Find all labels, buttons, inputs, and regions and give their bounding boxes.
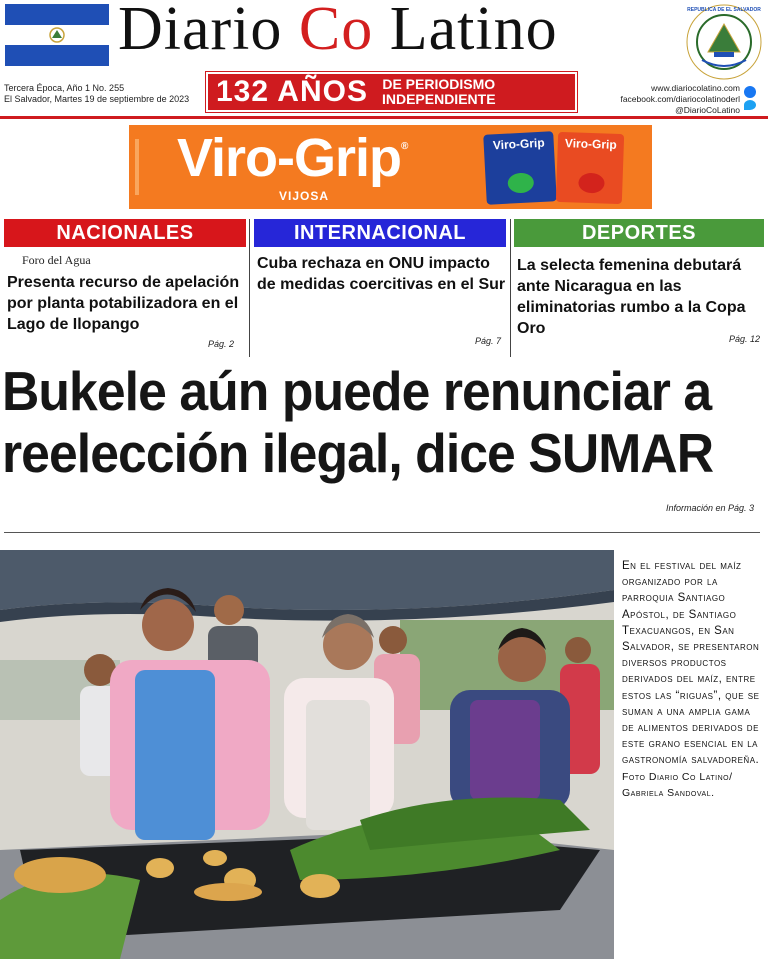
masthead-divider xyxy=(0,116,768,119)
main-headline-line: Bukele aún puede renunciar a xyxy=(2,360,712,422)
masthead-title[interactable] xyxy=(118,0,558,65)
photo-credit: Foto Diario Co Latino/ Gabriela Sandoval. xyxy=(622,770,733,799)
ad-brand-text: Viro-Grip xyxy=(177,128,402,188)
facebook-link[interactable]: facebook.com/diariocolatinoderl xyxy=(620,94,740,104)
section-divider xyxy=(4,532,760,533)
page-reference: Información en Pág. 3 xyxy=(665,503,754,513)
masthead-title-part: Latino xyxy=(373,0,558,63)
pill-icon xyxy=(578,173,605,194)
section-internacional[interactable] xyxy=(254,219,506,349)
page-reference: Pág. 7 xyxy=(475,336,502,346)
twitter-link[interactable]: @DiarioCoLatino xyxy=(675,105,740,115)
column-divider xyxy=(510,219,511,357)
section-headline[interactable]: Cuba rechaza en ONU impacto de medidas coercitivas en el Sur xyxy=(257,255,506,293)
edition-info xyxy=(4,83,189,105)
festival-photo-image xyxy=(0,550,614,959)
anniversary-tagline-2: INDEPENDIENTE xyxy=(381,91,496,107)
viro-grip-ad[interactable] xyxy=(129,125,652,209)
main-headline-line: reelección ilegal, dice SUMAR xyxy=(2,422,714,484)
edition-date: El Salvador, Martes 19 de septiembre de 2023 xyxy=(4,94,190,104)
anniversary-tagline-1: DE PERIODISMO xyxy=(382,76,496,92)
twitter-icon[interactable] xyxy=(744,100,756,110)
ad-maker: VIJOSA xyxy=(279,189,330,203)
product-pack-red xyxy=(556,132,624,204)
ad-fine-print xyxy=(135,139,139,195)
section-nacionales[interactable] xyxy=(4,219,246,349)
page-reference: Pág. 12 xyxy=(729,334,761,344)
photo-caption xyxy=(622,558,762,801)
section-header: DEPORTES xyxy=(514,219,764,247)
section-deportes[interactable] xyxy=(514,219,764,349)
contact-info xyxy=(620,83,740,116)
svg-text:REPUBLICA DE EL SALVADOR: REPUBLICA DE EL SALVADOR xyxy=(687,7,761,13)
ad-brand: Viro-Grip® xyxy=(177,128,408,188)
column-divider xyxy=(249,219,250,357)
edition-number: Tercera Época, Año 1 No. 255 xyxy=(4,83,125,93)
anniversary-tagline xyxy=(368,77,496,107)
pill-icon xyxy=(507,172,534,193)
section-headline[interactable]: Presenta recurso de apelación por planta potabilizadora en el Lago de Ilopango xyxy=(7,274,240,333)
section-kicker: Foro del Agua xyxy=(22,253,91,267)
website-link[interactable]: www.diariocolatino.com xyxy=(651,83,740,93)
page-reference: Pág. 2 xyxy=(208,339,235,349)
social-icons xyxy=(744,86,758,110)
facebook-icon[interactable] xyxy=(744,86,756,98)
section-headline[interactable]: La selecta femenina debutará ante Nicaragua en las eliminatorias rumbo a la Copa Oro xyxy=(517,257,746,337)
masthead-title-part: Diario xyxy=(118,0,299,63)
pack-label: Viro-Grip xyxy=(564,136,617,152)
section-header: INTERNACIONAL xyxy=(254,219,506,247)
main-headline[interactable] xyxy=(2,360,722,484)
section-header: NACIONALES xyxy=(4,219,246,247)
coat-of-arms-icon xyxy=(684,2,764,82)
pack-label: Viro-Grip xyxy=(492,135,545,153)
festival-photo[interactable] xyxy=(0,550,614,959)
product-pack-green xyxy=(483,131,557,205)
caption-text: En el festival del maíz organizado por la parroquia Santiago Apóstol, de Santiago Texacuangos, en San Salvador, se presentaron diversos productos derivados del maíz, entre estos las “riguas”, que se suman a una amplia gama de alimentos derivados de este grano esencial en la gastronomía salvadoreña. xyxy=(622,560,760,767)
anniversary-banner xyxy=(206,72,577,112)
anniversary-years: 132 AÑOS xyxy=(216,75,368,108)
el-salvador-flag-icon xyxy=(5,4,109,66)
masthead-title-co: Co xyxy=(298,0,374,63)
